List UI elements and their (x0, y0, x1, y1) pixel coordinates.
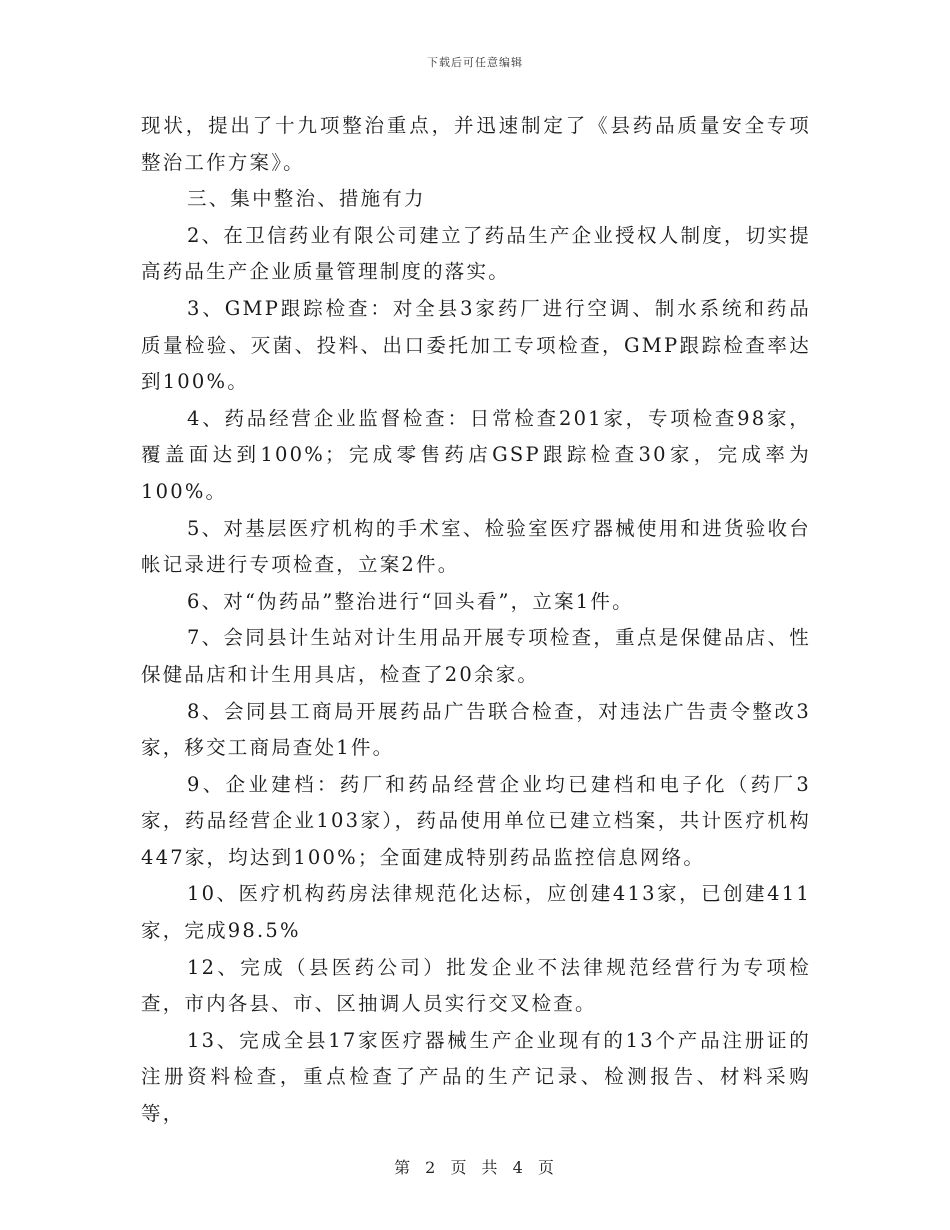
paragraph-item-5: 5、对基层医疗机构的手术室、检验室医疗器械使用和进货验收台帐记录进行专项检查，立案2件。 (141, 516, 811, 577)
paragraph-item-10: 10、医疗机构药房法律规范化达标，应创建413家，已创建411家，完成98.5% (141, 882, 811, 943)
paragraph-item-4: 4、药品经营企业监督检查：日常检查201家，专项检查98家，覆盖面达到100%；完成零售药店GSP跟踪检查30家，完成率为100%。 (141, 406, 811, 503)
paragraph-item-6: 6、对“伪药品”整治进行“回头看”，立案1件。 (187, 589, 634, 613)
section-heading: 三、集中整治、措施有力 (187, 187, 426, 211)
paragraph-continuation: 现状，提出了十九项整治重点，并迅速制定了《县药品质量安全专项整治工作方案》。 (141, 114, 811, 174)
paragraph-item-13: 13、完成全县17家医疗器械生产企业现有的13个产品注册证的注册资料检查，重点检查了产品的生产记录、检测报告、材料采购等， (141, 1028, 811, 1126)
paragraph-item-8: 8、会同县工商局开展药品广告联合检查，对违法广告责令整改3家，移交工商局查处1件。 (141, 699, 811, 760)
paragraph-item-9: 9、企业建档：药厂和药品经营企业均已建档和电子化（药厂3家，药品经营企业103家），药品使用单位已建立档案，共计医疗机构447家，均达到100%；全面建成特别药品监控信息网络。 (141, 772, 811, 869)
document-body (141, 108, 811, 1133)
page-number-footer: 第 2 页 共 4 页 (394, 1158, 556, 1177)
paragraph-item-3: 3、GMP跟踪检查：对全县3家药厂进行空调、制水系统和药品质量检验、灭菌、投料、出口委托加工专项检查，GMP跟踪检查率达到100%。 (141, 296, 811, 394)
header-note: 下载后可任意编辑 (427, 56, 523, 69)
paragraph-item-12: 12、完成（县医药公司）批发企业不法律规范经营行为专项检查，市内各县、市、区抽调人员实行交叉检查。 (141, 955, 811, 1016)
paragraph-item-7: 7、会同县计生站对计生用品开展专项检查，重点是保健品店、性保健品店和计生用具店，检查了20余家。 (141, 626, 811, 686)
paragraph-item-2: 2、在卫信药业有限公司建立了药品生产企业授权人制度，切实提高药品生产企业质量管理制度的落实。 (141, 223, 811, 284)
